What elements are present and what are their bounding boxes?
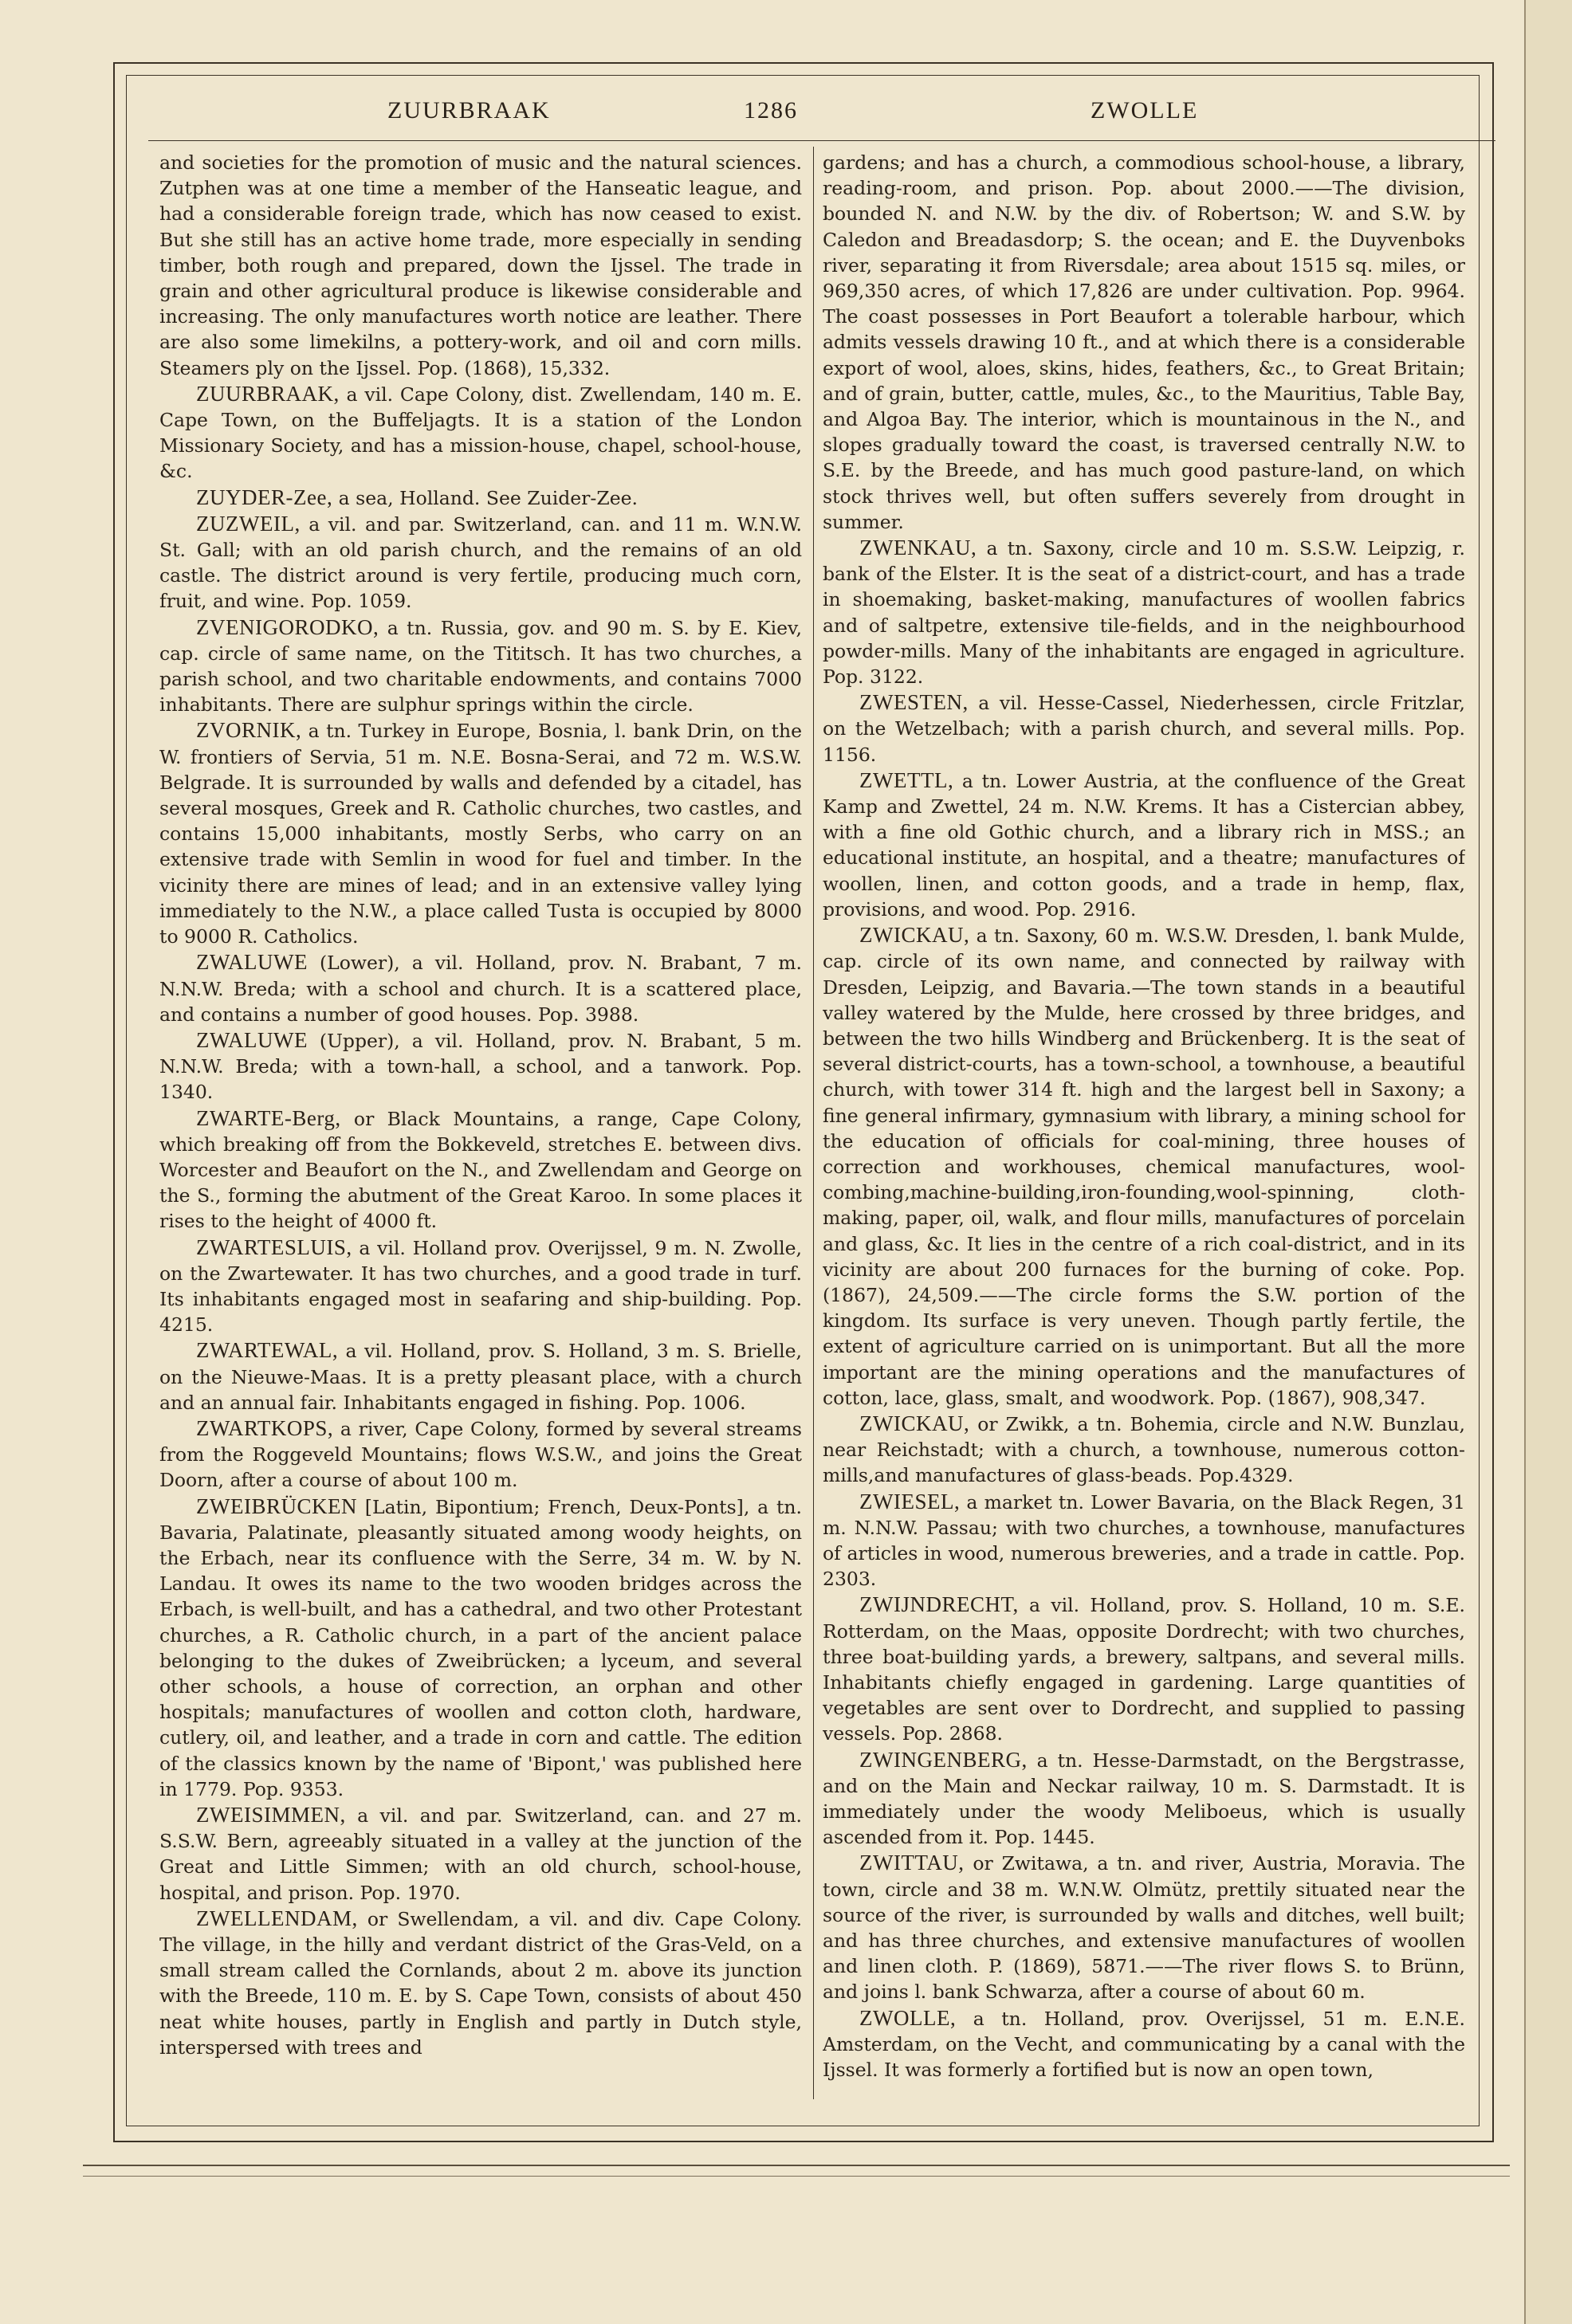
headword: ZWARTE-Berg,	[196, 1105, 341, 1130]
entry-text: (Upper), a vil. Holland, prov. N. Brabant, 5 m. N.N.W. Breda; with a town-hall, a school, and a tanwork. Pop. 1340.	[159, 1029, 802, 1104]
headword: ZVORNIK,	[196, 718, 302, 743]
right-column	[823, 150, 1465, 2096]
gazetteer-entry	[159, 1494, 802, 1802]
headword: ZWARTEWAL,	[196, 1338, 339, 1363]
gazetteer-entry	[159, 1027, 802, 1105]
entry-text: a tn. Saxony, 60 m. W.S.W. Dresden, l. bank Mulde, cap. circle of its own name, and connected by railway with Dresden, Leipzig, and Bavaria.—The town stands in a beautiful valley watered by the Mulde, here crossed by three bridges, and between the two hills Windberg and Brückenberg. It is the seat of several district-courts, has a town-school, a townhouse, a beautiful church, with tower 314 ft. high and the largest bell in Saxony; a fine general infirmary, gymnasium with library, a mining school for the education of officials for coal-mining, three houses of correction and workhouses, chemical manufactures, wool-combing,machine-building,iron-founding,wool-spinning, cloth-making, paper, oil, walk, and flour mills, manufactures of porcelain and glass, &c. It lies in the centre of a rich coal-district, and in its vicinity are about 200 furnaces for the burning of coke. Pop. (1867), 24,509.——The circle forms the S.W. portion of the kingdom. Its surface is very uneven. Though partly fertile, the extent of agriculture carried on is unimportant. But all the more important are the mining operations and the manufactures of cotton, lace, glass, smalt, and woodwork. Pop. (1867), 908,347.	[823, 924, 1465, 1409]
continuation-text: and societies for the promotion of music and the natural sciences. Zutphen was at one time a member of the Hanseatic league, and had a considerable foreign trade, which has now ceased to exist. But she still has an active home trade, more especially in sending timber, both rough and prepared, down the Ijssel. The trade in grain and other agricultural produce is likewise considerable and increasing. The only manufactures worth notice are leather. There are also some limekilns, a pottery-work, and oil and corn mills. Steamers ply on the Ijssel. Pop. (1868), 15,332.	[159, 151, 802, 379]
headword: ZWIJNDRECHT,	[859, 1592, 1019, 1617]
gazetteer-entry	[159, 949, 802, 1027]
headword: ZWINGENBERG,	[859, 1747, 1028, 1772]
gazetteer-entry	[159, 1802, 802, 1906]
gazetteer-entry	[823, 1592, 1465, 1746]
entry-text: a market tn. Lower Bavaria, on the Black Regen, 31 m. N.N.W. Passau; with two churches, a townhouse, manufactures of articles in wood, numerous breweries, and a trade in cattle. Pop. 2303.	[823, 1490, 1465, 1591]
gazetteer-entry	[823, 922, 1465, 1411]
continuation-text: gardens; and has a church, a commodious school-house, a library, reading-room, and prison. Pop. about 2000.——The division, bounded N. and N.W. by the div. of Robertson; W. and S.W. by Caledon and Breadasdorp; S. the ocean; and E. the Duyvenboks river, separating it from Riversdale; area about 1515 sq. miles, or 969,350 acres, of which 17,826 are under cultivation. Pop. 9964. The coast possesses in Port Beaufort a tolerable harbour, which admits vessels drawing 10 ft., and at which there is a considerable export of wool, aloes, skins, hides, feathers, &c., to Great Britain; and of grain, butter, cattle, mules, &c., to the Mauritius, Table Bay, and Algoa Bay. The interior, which is mountainous in the N., and slopes gradually toward the coast, is traversed centrally N.W. to S.E. by the Breede, and has much good pasture-land, on which stock thrives well, but often suffers severely from drought in summer.	[823, 151, 1465, 533]
gazetteer-entry	[823, 689, 1465, 767]
headword: ZWITTAU,	[859, 1851, 965, 1875]
entry-text: a sea, Holland. See Zuider-Zee.	[332, 486, 638, 509]
entry-text: a river, Cape Colony, formed by several streams from the Roggeveld Mountains; flows W.S.W., and joins the Great Doorn, after a course of about 100 m.	[159, 1417, 802, 1492]
entry-text: or Black Mountains, a range, Cape Colony, which breaking off from the Bokkeveld, stretches E. between divs. Worcester and Beaufort on the N., and Zwellendam and George on the S., forming the abutment of the Great Karoo. In some places it rises to the height of 4000 ft.	[159, 1107, 802, 1233]
entry-text: a vil. Cape Colony, dist. Zwellendam, 140 m. E. Cape Town, on the Buffeljagts. It is a station of the London Missionary Society, and has a mission-house, chapel, school-house, &c.	[159, 383, 802, 483]
headword: ZUZWEIL,	[196, 511, 301, 536]
column-divider	[813, 147, 814, 2099]
header-rule	[148, 140, 1495, 141]
headword: ZWARTESLUIS,	[196, 1235, 352, 1259]
gazetteer-entry	[823, 1489, 1465, 1592]
adjacent-page-edge	[1524, 0, 1572, 2324]
gazetteer-entry	[823, 1747, 1465, 1851]
gazetteer-entry	[159, 614, 802, 718]
gazetteer-entry	[159, 511, 802, 614]
header-last-entry: ZWOLLE	[1091, 97, 1199, 124]
gazetteer-entry	[823, 2005, 1465, 2083]
gazetteer-entry	[159, 381, 802, 485]
headword: ZUYDER-Zee,	[196, 485, 333, 509]
headword: ZWOLLE,	[859, 2005, 957, 2030]
gazetteer-entry	[823, 1850, 1465, 2004]
left-column	[159, 150, 802, 2096]
entry-text: a tn. Saxony, circle and 10 m. S.S.W. Leipzig, r. bank of the Elster. It is the seat of a district-court, and has a trade in shoemaking, basket-making, manufactures of woollen fabrics and of saltpetre, extensive tile-fields, and in the neighbourhood powder-mills. Many of the inhabitants are engaged in agriculture. Pop. 3122.	[823, 537, 1465, 689]
running-header	[148, 89, 1456, 132]
entry-text: or Swellendam, a vil. and div. Cape Colony. The village, in the hilly and verdant district of the Gras-Veld, on a small stream called the Cornlands, about 2 m. above its junction with the Breede, 110 m. E. by S. Cape Town, consists of about 450 neat white houses, partly in English and partly in Dutch style, interspersed with trees and	[159, 1907, 802, 2059]
headword: ZWEISIMMEN,	[196, 1803, 346, 1827]
entry-text: a vil. Holland, prov. S. Holland, 3 m. S. Brielle, on the Nieuwe-Maas. It is a pretty pleasant place, with a church and an annual fair. Inhabitants engaged in fishing. Pop. 1006.	[159, 1340, 802, 1414]
entry-text: a tn. Turkey in Europe, Bosnia, l. bank Drin, on the W. frontiers of Servia, 51 m. N.E. Bosna-Serai, and 72 m. W.S.W. Belgrade. It is surrounded by walls and defended by a citadel, has several mosques, Greek and R. Catholic churches, two castles, and contains 15,000 inhabitants, mostly Serbs, who carry on an extensive trade with Semlin in wood for fuel and timber. In the vicinity there are mines of lead; and in an extensive valley lying immediately to the N.W., a place called Tusta is occupied by 8000 to 9000 R. Catholics.	[159, 720, 802, 948]
headword: ZWETTL,	[859, 767, 954, 792]
gazetteer-entry	[159, 1105, 802, 1235]
entry-text: a tn. Russia, gov. and 90 m. S. by E. Kiev, cap. circle of same name, on the Tititsch. It has two churches, a parish school, and two charitable endowments, and contains 7000 inhabitants. There are sulphur springs within the circle.	[159, 616, 802, 716]
gazetteer-entry	[159, 1235, 802, 1338]
entry-text: [Latin, Bipontium; French, Deux-Ponts], a tn. Bavaria, Palatinate, pleasantly situated among woody heights, on the Erbach, near its confluence with the Serre, 34 m. W. by N. Landau. It owes its name to the two wooden bridges across the Erbach, is well-built, and has a cathedral, and two other Protestant churches, a R. Catholic church, in a part of the ancient palace belonging to the dukes of Zweibrücken; a lyceum, and several other schools, a house of correction, an orphan and other hospitals; manufactures of woollen and cotton cloth, hardware, cutlery, oil, and leather, and a trade in corn and cattle. The edition of the classics known by the name of 'Bipont,' was published here in 1779. Pop. 9353.	[159, 1495, 802, 1800]
gazetteer-entry	[159, 717, 802, 949]
entry-text: (Lower), a vil. Holland, prov. N. Brabant, 7 m. N.N.W. Breda; with a school and church. It is a scattered place, and contains a number of good houses. Pop. 3988.	[159, 952, 802, 1026]
headword: ZWESTEN,	[859, 690, 969, 715]
gazetteer-entry	[159, 485, 802, 511]
entry-text: a tn. Hesse-Darmstadt, on the Bergstrasse, and on the Main and Neckar railway, 10 m. S. Darmstadt. It is immediately under the woody Meliboeus, which is usually ascended from it. Pop. 1445.	[823, 1749, 1465, 1849]
headword: ZWICKAU,	[859, 1411, 970, 1435]
gazetteer-entry	[823, 767, 1465, 922]
headword: ZWEIBRÜCKEN	[196, 1494, 357, 1518]
bottom-rule	[83, 2165, 1510, 2166]
gazetteer-entry	[159, 1415, 802, 1494]
gazetteer-entry	[823, 535, 1465, 689]
entry-text: a vil. Holland, prov. S. Holland, 10 m. S.E. Rotterdam, on the Maas, opposite Dordrecht; with two churches, three boat-building yards, a brewery, saltpans, and several mills. Inhabitants chiefly engaged in gardening. Large quantities of vegetables are sent over to Dordrecht, and supplied to passing vessels. Pop. 2868.	[823, 1594, 1465, 1745]
headword: ZWARTKOPS,	[196, 1415, 334, 1440]
entry-text: a vil. and par. Switzerland, can. and 11 m. W.N.W. St. Gall; with an old parish church, and the remains of an old castle. The district around is very fertile, producing much corn, fruit, and wine. Pop. 1059.	[159, 512, 802, 613]
gazetteer-entry	[159, 1906, 802, 2060]
bottom-rule-thin	[83, 2176, 1510, 2177]
headword: ZWENKAU,	[859, 536, 977, 560]
headword: ZUURBRAAK,	[196, 381, 340, 406]
headword: ZWELLENDAM,	[196, 1906, 358, 1930]
gazetteer-entry	[823, 1411, 1465, 1489]
entry-text: a vil. Hesse-Cassel, Niederhessen, circle Fritzlar, on the Wetzelbach; with a parish church, and several mills. Pop. 1156.	[823, 692, 1465, 766]
page-number: 1286	[744, 97, 798, 124]
entry-text: a vil. and par. Switzerland, can. and 27 m. S.S.W. Bern, agreeably situated in a valley at the junction of the Great and Little Simmen; with an old church, school-house, hospital, and prison. Pop. 1970.	[159, 1804, 802, 1904]
headword: ZWALUWE	[196, 950, 308, 975]
header-first-entry: ZUURBRAAK	[387, 97, 551, 124]
headword: ZWIESEL,	[859, 1489, 961, 1513]
headword: ZWALUWE	[196, 1027, 308, 1052]
entry-text: a vil. Holland prov. Overijssel, 9 m. N. Zwolle, on the Zwartewater. It has two churches, and a good trade in turf. Its inhabitants engaged most in seafaring and ship-building. Pop. 4215.	[159, 1236, 802, 1337]
entry-text: or Zwikk, a tn. Bohemia, circle and N.W. Bunzlau, near Reichstadt; with a church, a townhouse, numerous cotton-mills,and manufactures of glass-beads. Pop.4329.	[823, 1412, 1465, 1487]
entry-text: or Zwitawa, a tn. and river, Austria, Moravia. The town, circle and 38 m. W.N.W. Olmütz, prettily situated near the source of the river, is surrounded by walls and ditches, well built; and has three churches, and extensive manufactures of woollen and linen cloth. P. (1869), 5871.——The river flows S. to Brünn, and joins l. bank Schwarza, after a course of about 60 m.	[823, 1852, 1465, 2004]
gazetteer-entry	[159, 1337, 802, 1415]
headword: ZVENIGORODKO,	[196, 614, 379, 639]
entry-text: a tn. Lower Austria, at the confluence of the Great Kamp and Zwettel, 24 m. N.W. Krems. It has a Cistercian abbey, with a fine old Gothic church, and a library rich in MSS.; an educational institute, an hospital, and a theatre; manufactures of woollen, linen, and cotton goods, and a trade in hemp, flax, provisions, and wood. Pop. 2916.	[823, 769, 1465, 921]
headword: ZWICKAU,	[859, 923, 970, 948]
entry-text: a tn. Holland, prov. Overijssel, 51 m. E.N.E. Amsterdam, on the Vecht, and communicating by a canal with the Ijssel. It was formerly a fortified but is now an open town,	[823, 2007, 1465, 2082]
